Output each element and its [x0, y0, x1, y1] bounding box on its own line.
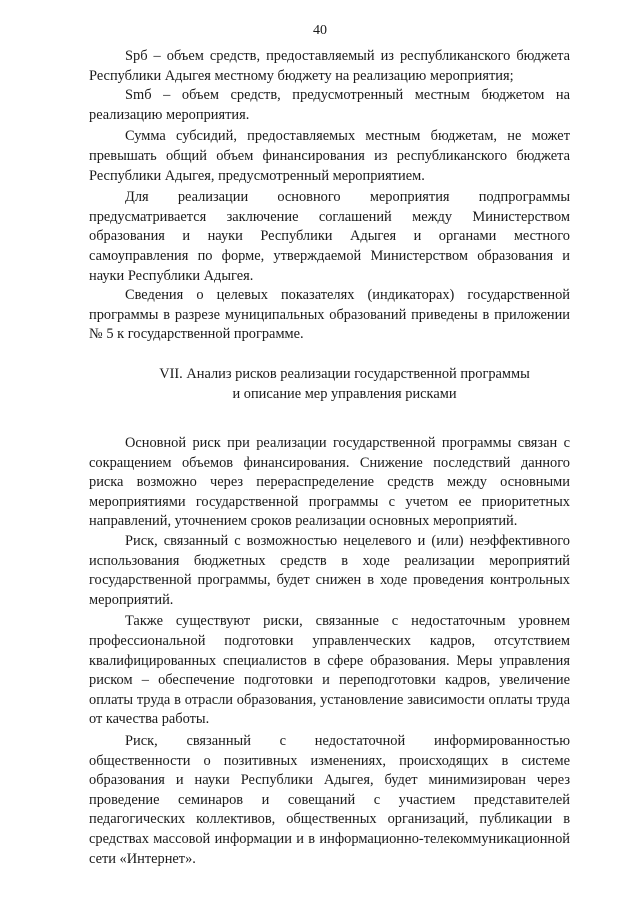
- paragraph-agreements: Для реализации основного мероприятия подпрограммы предусматривается заключение соглашений между Министерством образования и науки Республики Адыгея и органами местного самоуправления по форме, утверждаемой Министерством образования и науки Республики Адыгея.: [89, 189, 570, 284]
- page-number: 40: [313, 23, 327, 38]
- paragraph-subsidy-limit: Сумма субсидий, предоставляемых местным бюджетам, не может превышать общий объем финансирования из республиканского бюджета Республики Адыгея, предусмотренный мероприятием.: [89, 128, 570, 184]
- section-heading-line2: и описание мер управления рисками: [232, 385, 457, 402]
- paragraph-information-risk: Риск, связанный с недостаточной информированностью общественности о позитивных изменениях, происходящих в системе образования и науки Республики Адыгея, будет минимизирован через проведение семинаров и совещаний с участием представителей педагогических коллективов, общественных организаций, публикации в средствах массовой информации и в информационно-телекоммуникационной сети «Интернет».: [89, 733, 570, 867]
- section-heading-line1: VII. Анализ рисков реализации государственной программы: [159, 365, 530, 382]
- document-body: [89, 47, 570, 869]
- paragraph-misuse-risk: Риск, связанный с возможностью нецелевого и (или) неэффективного использования бюджетных средств в ходе реализации мероприятий государственной программы, будет снижен в ходе проведения контрольных мероприятий.: [89, 533, 570, 608]
- paragraph-main-risk: Основной риск при реализации государственной программы связан с сокращением объемов финансирования. Снижение последствий данного риска возможно через перераспределение средств между основными мероприятиями государственной программы с учетом ее приоритетных направлений, уточнением сроков реализации основных мероприятий.: [89, 435, 570, 530]
- paragraph-smb-definition: Smб – объем средств, предусмотренный местным бюджетом на реализацию мероприятия.: [89, 87, 570, 123]
- paragraph-staff-risk: Также существуют риски, связанные с недостаточным уровнем профессиональной подготовки управленческих кадров, отсутствием квалифицированных специалистов в сфере образования. Меры управления риском – обеспечение подготовки и переподготовки кадров, увеличение оплаты труда в отрасли образования, установление зависимости оплаты труда от качества работы.: [89, 613, 570, 728]
- section-heading: [89, 365, 570, 404]
- paragraph-spb-definition: Spб – объем средств, предоставляемый из республиканского бюджета Республики Адыгея местному бюджету на реализацию мероприятия;: [89, 48, 570, 84]
- paragraph-indicators: Сведения о целевых показателях (индикаторах) государственной программы в разрезе муниципальных образований приведены в приложении № 5 к государственной программе.: [89, 287, 570, 343]
